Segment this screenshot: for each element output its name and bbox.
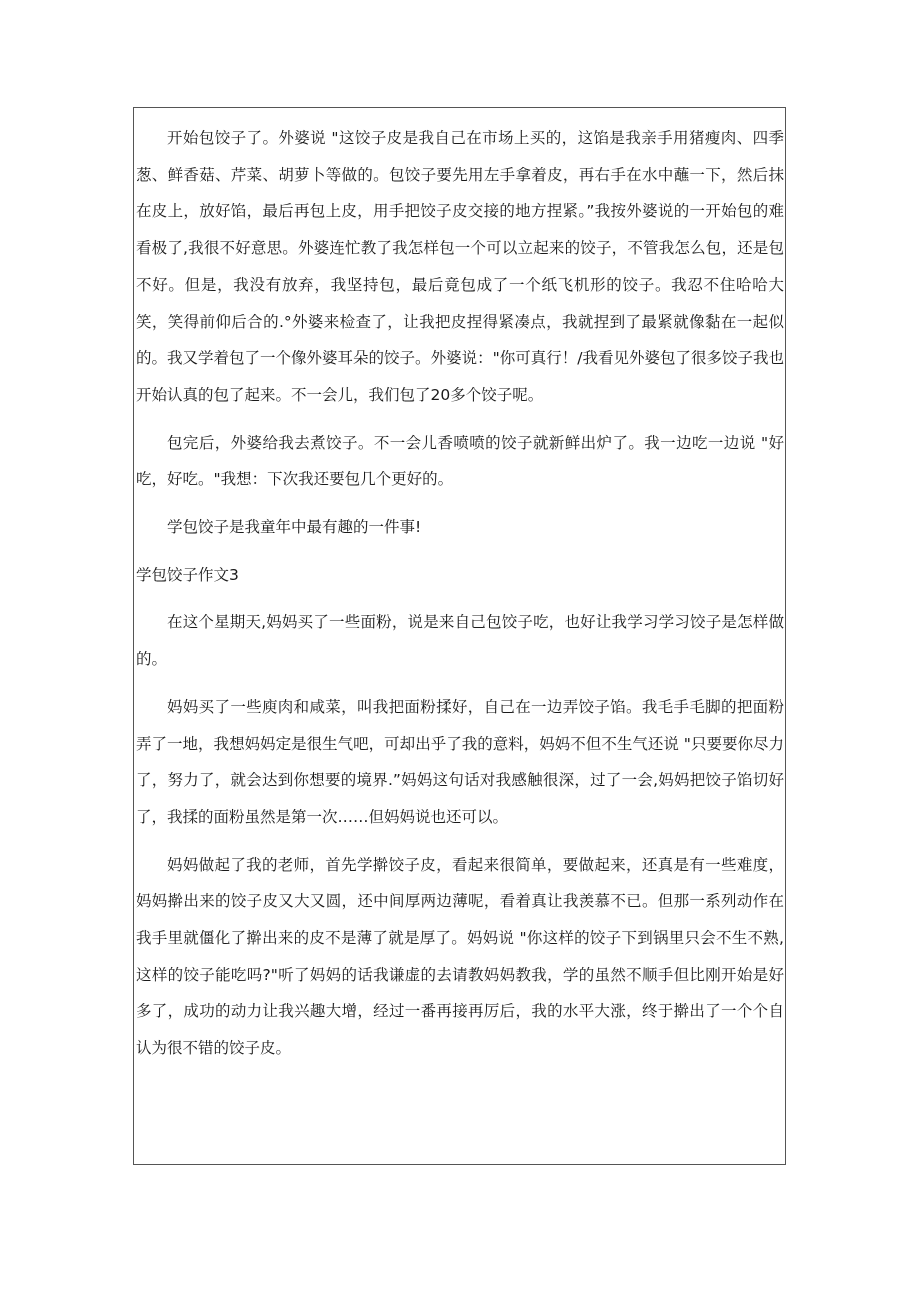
document-body bbox=[136, 120, 784, 1078]
paragraph-cooking: 包完后，外婆给我去煮饺子。不一会儿香喷喷的饺子就新鲜出炉了。我一边吃一边说 "好吃，好吃。"我想：下次我还要包几个更好的。 bbox=[136, 433, 784, 489]
section-title: 学包饺子作文3 bbox=[136, 565, 239, 584]
paragraph-rolling-wrappers: 妈妈做起了我的老师，首先学擀饺子皮，看起来很简单，要做起来，还真是有一些难度，妈妈擀出来的饺子皮又大又圆，还中间厚两边薄呢，看着真让我羡慕不已。但那一系列动作在我手里就僵化了擀出来的皮不是薄了就是厚了。妈妈说 "你这样的饺子下到锅里只会不生不熟, 这样的饺子能吃吗?"听了妈妈的话我谦虚的去请教妈妈教我，学的虽然不顺手但比刚开始是好多了，成功的动力让我兴趣大增，经过一番再接再厉后，我的水平大涨，终于擀出了一个个自认为很不错的饺子皮。 bbox=[136, 855, 784, 1058]
paragraph-dough: 妈妈买了一些庾肉和咸菜，叫我把面粉揉好，自己在一边弄饺子馅。我毛手毛脚的把面粉弄了一地，我想妈妈定是很生气吧，可却出乎了我的意料，妈妈不但不生气还说 "只要要你尽力了，努力了，就会达到你想要的境界.”妈妈这句话对我感触很深，过了一会,妈妈把饺子馅切好了，我揉的面粉虽然是第一次……但妈妈说也还可以。 bbox=[136, 697, 784, 826]
paragraph-conclusion: 学包饺子是我童年中最有趣的一件事! bbox=[167, 518, 422, 537]
paragraph-making-dumplings: 开始包饺子了。外婆说 "这饺子皮是我自己在市场上买的，这馅是我亲手用猪瘦肉、四季葱、鲜香菇、芹菜、胡萝卜等做的。包饺子要先用左手拿着皮，再右手在水中蘸一下，然后抹在皮上，放好馅，最后再包上皮，用手把饺子皮交接的地方捏紧。”我按外婆说的一开始包的难看极了,我很不好意思。外婆连忙教了我怎样包一个可以立起来的饺子，不管我怎么包，还是包不好。但是，我没有放弃，我坚持包，最后竟包成了一个纸飞机形的饺子。我忍不住哈哈大笑，笑得前仰后合的.°外婆来检查了，让我把皮捏得紧凑点，我就捏到了最紧就像黏在一起似的。我又学着包了一个像外婆耳朵的饺子。外婆说："你可真行！/我看见外婆包了很多饺子我也开始认真的包了起来。不一会儿，我们包了20多个饺子呢。 bbox=[136, 129, 784, 404]
paragraph-sunday: 在这个星期天,妈妈买了一些面粉，说是来自己包饺子吃，也好让我学习学习饺子是怎样做的。 bbox=[136, 613, 784, 669]
